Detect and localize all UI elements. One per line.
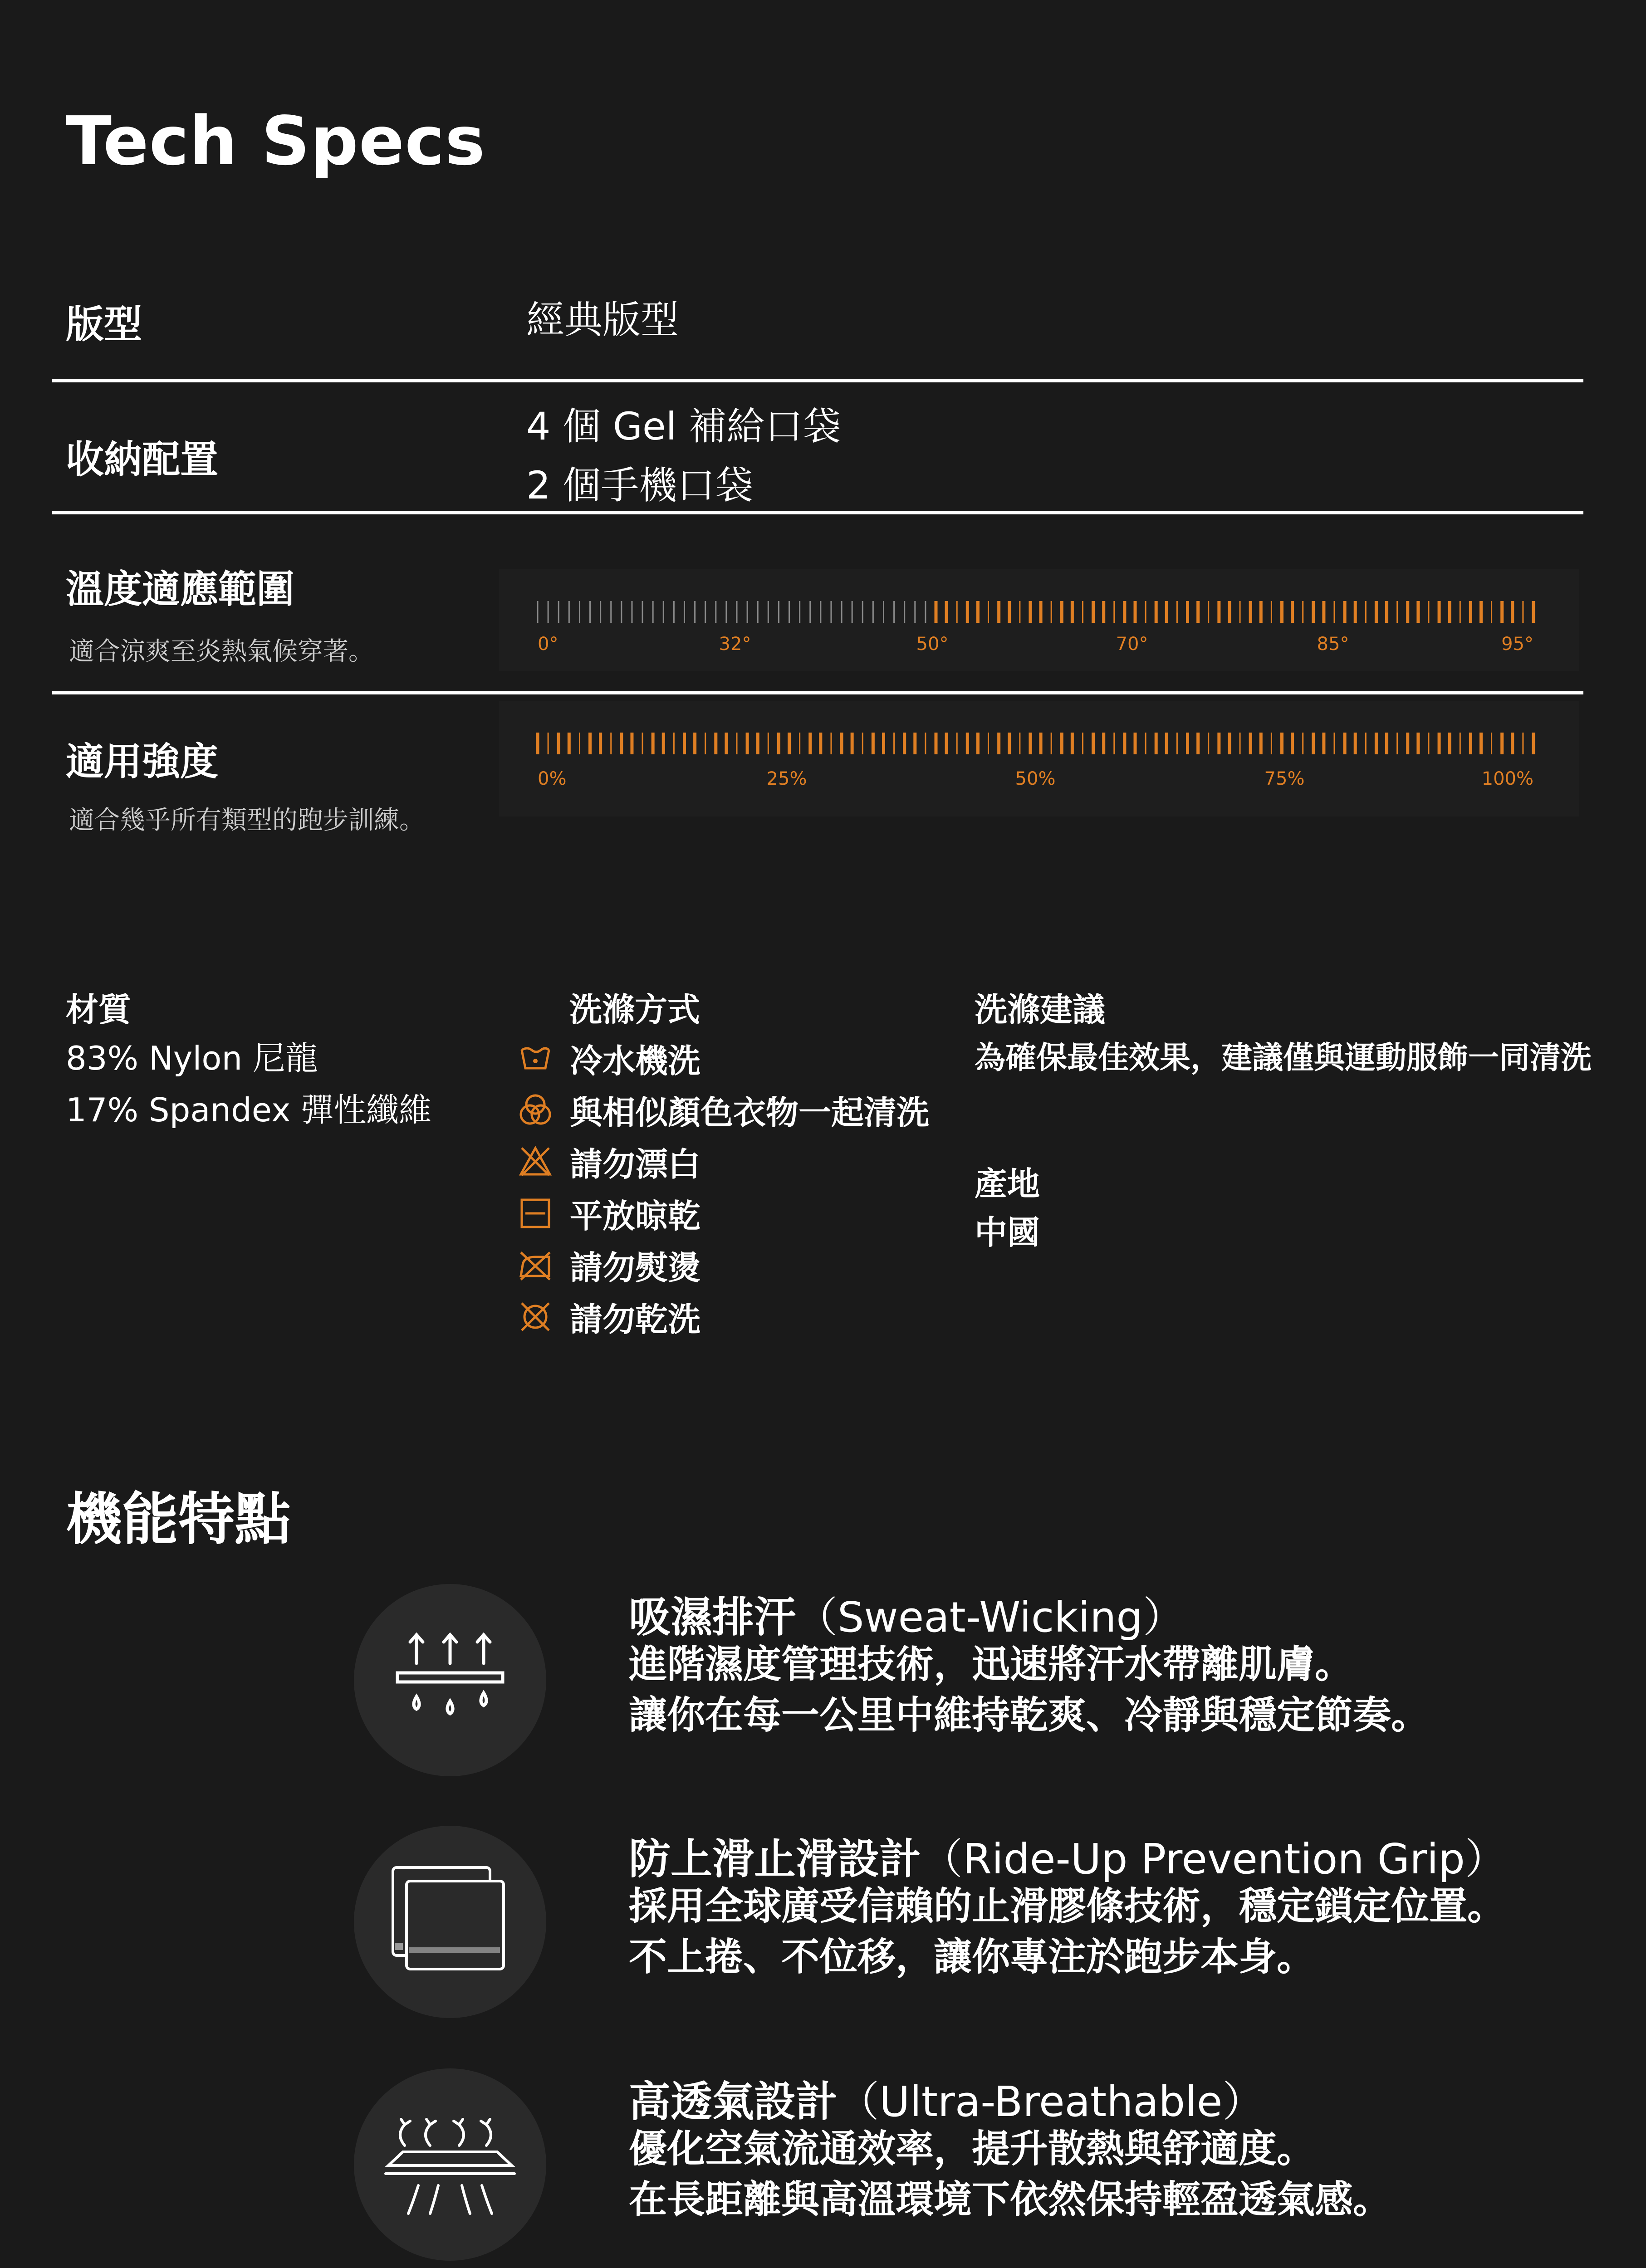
- care-label: 與相似顏色衣物一起清洗: [570, 1094, 930, 1132]
- intensity-scale: [499, 701, 1579, 816]
- divider: [52, 691, 1583, 694]
- feature-line: 進階濕度管理技術，迅速將汗水帶離肌膚。: [629, 1642, 1353, 1686]
- storage-value-2: 2 個手機口袋: [526, 463, 754, 508]
- temperature-tick-label: 95°: [1501, 634, 1533, 655]
- feature-title-zh: 防上滑止滑設計: [629, 1835, 921, 1883]
- advice-text: 為確保最佳效果，建議僅與運動服飾一同清洗: [975, 1040, 1592, 1076]
- feature-title-en: Ride-Up Prevention Grip: [963, 1835, 1465, 1883]
- care-label: 冷水機洗: [570, 1042, 701, 1080]
- care-list: [517, 1032, 929, 1343]
- care-item-dry-flat: [517, 1188, 929, 1239]
- sweat-wicking-icon: [354, 1584, 546, 1776]
- breathable-icon: [354, 2068, 546, 2261]
- similar-colors-icon: [517, 1092, 554, 1128]
- feature-line: 採用全球廣受信賴的止滑膠條技術，穩定鎖定位置。: [629, 1884, 1506, 1928]
- fit-value: 經典版型: [526, 298, 679, 342]
- feature-title-en: Sweat-Wicking: [838, 1593, 1143, 1642]
- dry-flat-icon: [517, 1195, 554, 1232]
- care-item-no-bleach: [517, 1136, 929, 1188]
- advice-heading: 洗滌建議: [975, 991, 1106, 1029]
- care-item-no-iron: [517, 1239, 929, 1291]
- no-iron-icon: [517, 1247, 554, 1283]
- intensity-tick-label: 100%: [1481, 768, 1533, 789]
- intensity-scale-graphic: [499, 701, 1579, 816]
- temperature-tick-label: 85°: [1317, 634, 1349, 655]
- feature-title-zh: 高透氣設計: [629, 2077, 838, 2126]
- care-item-cold-wash: [517, 1032, 929, 1084]
- origin-heading: 產地: [975, 1165, 1040, 1203]
- care-label: 平放晾乾: [570, 1197, 701, 1235]
- temperature-tick-label: 50°: [916, 634, 949, 655]
- care-label: 請勿漂白: [570, 1145, 701, 1183]
- features-heading: 機能特點: [66, 1487, 291, 1552]
- paren: ）: [1465, 1835, 1507, 1883]
- intensity-label: 適用強度: [66, 739, 219, 784]
- divider: [52, 511, 1583, 514]
- intensity-tick-label: 50%: [1015, 768, 1056, 789]
- care-item-similar-colors: [517, 1084, 929, 1136]
- origin-value: 中國: [975, 1213, 1040, 1251]
- divider: [52, 379, 1583, 382]
- intensity-tick-label: 25%: [766, 768, 807, 789]
- temperature-scale: [499, 569, 1579, 671]
- feature-title-zh: 吸濕排汗: [629, 1593, 796, 1642]
- material-line-2: 17% Spandex 彈性纖維: [66, 1091, 432, 1129]
- intensity-tick-label: 75%: [1264, 768, 1305, 789]
- temperature-label: 溫度適應範圍: [66, 567, 295, 611]
- storage-label: 收納配置: [66, 437, 219, 482]
- fit-label: 版型: [66, 302, 142, 347]
- feature-line: 在長距離與高溫環境下依然保持輕盈透氣感。: [629, 2177, 1391, 2222]
- storage-value-1: 4 個 Gel 補給口袋: [526, 404, 841, 449]
- feature-line: 不上捲、不位移，讓你專注於跑步本身。: [629, 1935, 1315, 1979]
- paren: （: [921, 1835, 963, 1883]
- grip-icon: [354, 1826, 546, 2018]
- temperature-tick-label: 70°: [1116, 634, 1148, 655]
- care-label: 請勿乾洗: [570, 1300, 701, 1339]
- no-dry-clean-icon: [517, 1299, 554, 1335]
- paren: （: [796, 1593, 838, 1642]
- feature-grip: [354, 1826, 1579, 2043]
- care-heading: 洗滌方式: [569, 991, 701, 1029]
- feature-title-en: Ultra-Breathable: [879, 2077, 1223, 2126]
- material-heading: 材質: [66, 991, 132, 1029]
- cold-wash-icon: [517, 1040, 554, 1076]
- intensity-tick-label: 0%: [538, 768, 567, 789]
- material-line-1: 83% Nylon 尼龍: [66, 1039, 318, 1077]
- temperature-tick-label: 32°: [719, 634, 751, 655]
- feature-line: 讓你在每一公里中維持乾爽、冷靜與穩定節奏。: [629, 1693, 1430, 1737]
- temperature-scale-graphic: [499, 569, 1579, 671]
- feature-line: 優化空氣流通效率，提升散熱與舒適度。: [629, 2126, 1315, 2171]
- feature-sweat-wicking: [354, 1584, 1579, 1802]
- paren: （: [838, 2077, 880, 2126]
- paren: ）: [1222, 2077, 1264, 2126]
- page-title: Tech Specs: [66, 102, 486, 180]
- care-item-no-dry-clean: [517, 1291, 929, 1343]
- care-label: 請勿熨燙: [570, 1249, 701, 1287]
- temperature-description: 適合涼爽至炎熱氣候穿著。: [69, 637, 374, 666]
- feature-breathable: [354, 2068, 1579, 2268]
- intensity-description: 適合幾乎所有類型的跑步訓練。: [69, 806, 425, 835]
- paren: ）: [1142, 1593, 1185, 1642]
- no-bleach-icon: [517, 1144, 554, 1180]
- temperature-tick-label: 0°: [538, 634, 558, 655]
